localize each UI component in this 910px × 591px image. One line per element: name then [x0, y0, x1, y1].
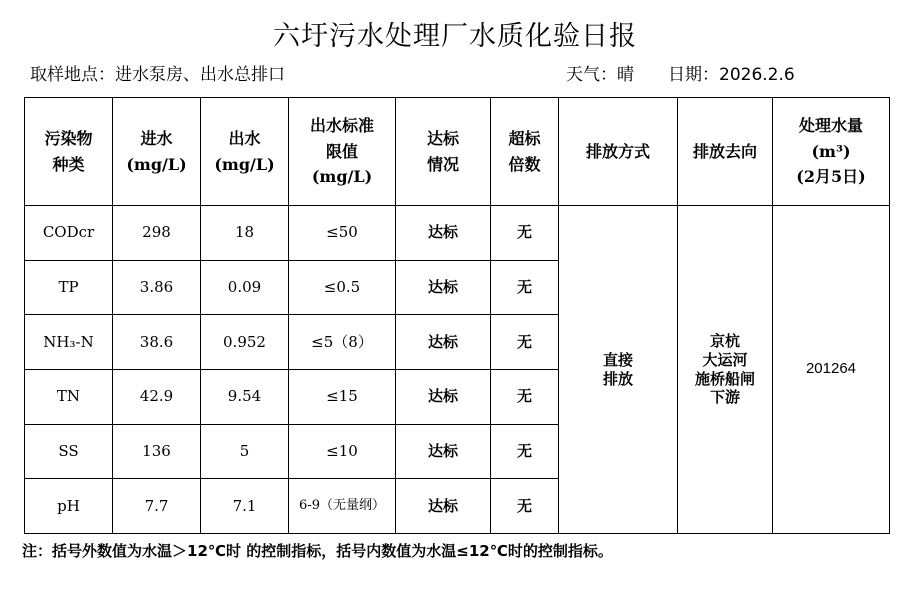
pollutant-name: CODcr	[25, 206, 113, 261]
exceed-value: 无	[491, 424, 559, 479]
treated-volume: 201264	[773, 206, 890, 534]
discharge-destination: 京杭 大运河 施桥船闸 下游	[678, 206, 773, 534]
limit-value: ≤50	[289, 206, 396, 261]
header-pollutant: 污染物 种类	[25, 98, 113, 206]
limit-value: ≤5（8）	[289, 315, 396, 370]
status-value: 达标	[396, 260, 491, 315]
report-date: 日期：2026.2.6	[668, 65, 795, 85]
pollutant-name: pH	[25, 479, 113, 534]
outflow-value: 18	[201, 206, 289, 261]
report-title: 六圩污水处理厂水质化验日报	[273, 21, 637, 52]
limit-value: ≤0.5	[289, 260, 396, 315]
limit-value: 6-9（无量纲）	[289, 479, 396, 534]
outflow-value: 7.1	[201, 479, 289, 534]
header-outflow: 出水 (mg/L)	[201, 98, 289, 206]
inflow-value: 136	[113, 424, 201, 479]
header-status: 达标 情况	[396, 98, 491, 206]
sampling-location: 取样地点：进水泵房、出水总排口	[30, 65, 285, 85]
outflow-value: 5	[201, 424, 289, 479]
inflow-value: 298	[113, 206, 201, 261]
outflow-value: 0.09	[201, 260, 289, 315]
inflow-value: 3.86	[113, 260, 201, 315]
pollutant-name: TP	[25, 260, 113, 315]
header-discharge-method: 排放方式	[559, 98, 678, 206]
exceed-value: 无	[491, 315, 559, 370]
exceed-value: 无	[491, 206, 559, 261]
inflow-value: 38.6	[113, 315, 201, 370]
limit-value: ≤10	[289, 424, 396, 479]
discharge-method: 直接 排放	[559, 206, 678, 534]
header-row	[25, 98, 890, 206]
status-value: 达标	[396, 369, 491, 424]
outflow-value: 9.54	[201, 369, 289, 424]
pollutant-name: TN	[25, 369, 113, 424]
header-discharge-destination: 排放去向	[678, 98, 773, 206]
exceed-value: 无	[491, 369, 559, 424]
exceed-value: 无	[491, 479, 559, 534]
header-volume: 处理水量 (m³) (2月5日)	[773, 98, 890, 206]
pollutant-name: NH₃-N	[25, 315, 113, 370]
limit-value: ≤15	[289, 369, 396, 424]
exceed-value: 无	[491, 260, 559, 315]
footnote: 注：括号外数值为水温＞12℃时 的控制指标，括号内数值为水温≤12℃时的控制指标。	[22, 542, 613, 560]
inflow-value: 42.9	[113, 369, 201, 424]
header-inflow: 进水 (mg/L)	[113, 98, 201, 206]
status-value: 达标	[396, 424, 491, 479]
outflow-value: 0.952	[201, 315, 289, 370]
status-value: 达标	[396, 479, 491, 534]
inflow-value: 7.7	[113, 479, 201, 534]
weather: 天气：晴	[566, 65, 634, 85]
table-row	[25, 206, 890, 261]
pollutant-name: SS	[25, 424, 113, 479]
status-value: 达标	[396, 315, 491, 370]
header-exceed: 超标 倍数	[491, 98, 559, 206]
header-limit: 出水标准 限值 (mg/L)	[289, 98, 396, 206]
water-quality-table	[24, 97, 890, 534]
status-value: 达标	[396, 206, 491, 261]
